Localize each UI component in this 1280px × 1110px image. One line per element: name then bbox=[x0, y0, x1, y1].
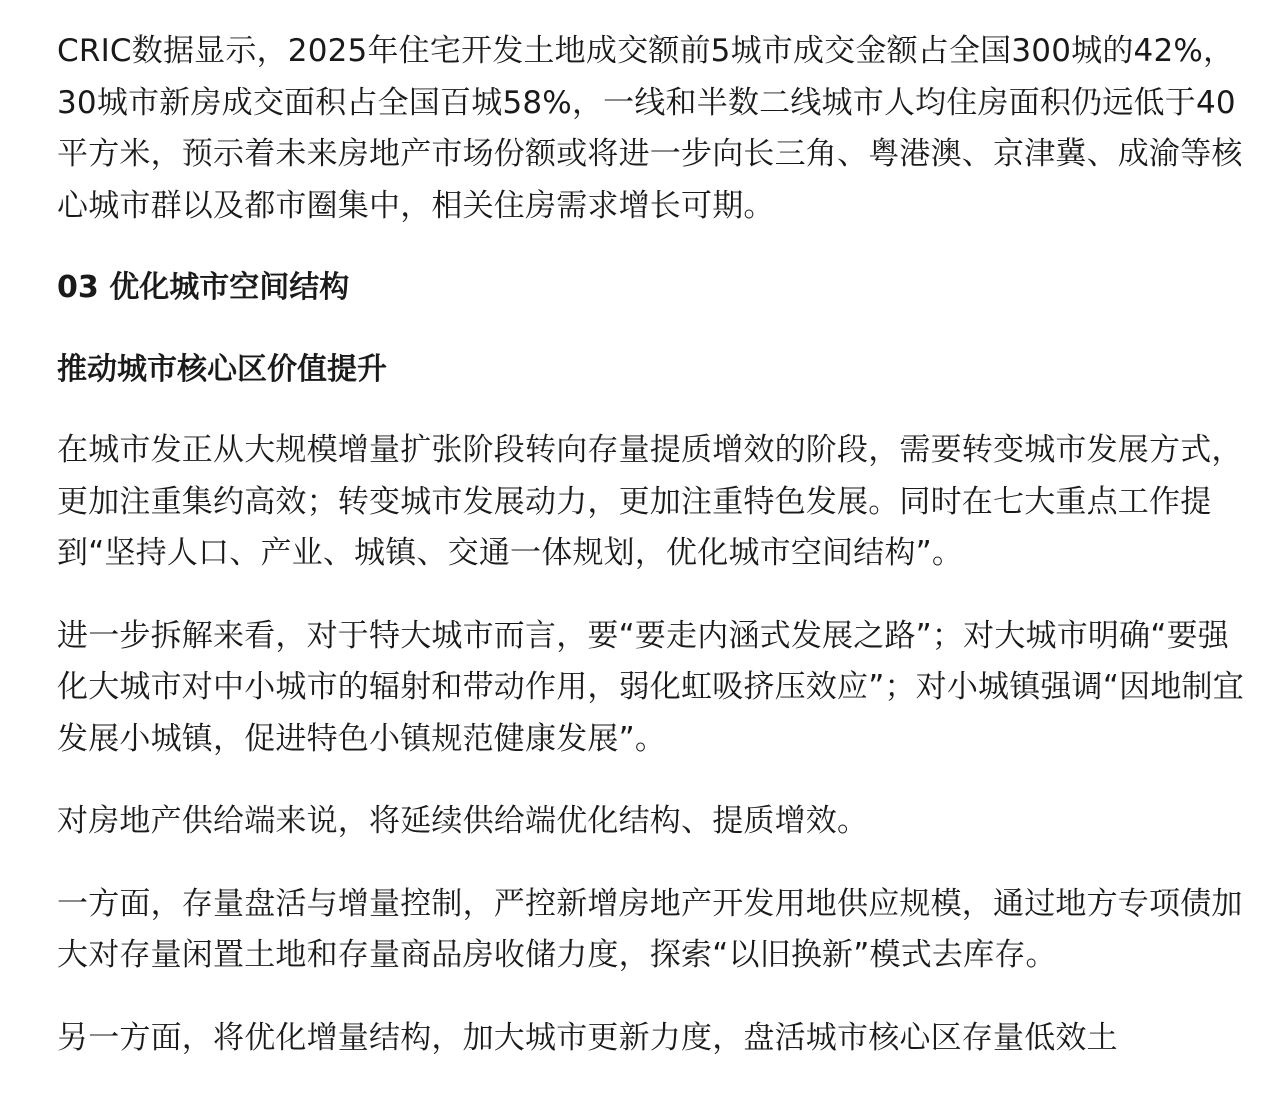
paragraph-stock-control: 一方面，存量盘活与增量控制，严控新增房地产开发用地供应规模，通过地方专项债加大对存量闲置土地和存量商品房收储力度，探索“以旧换新”模式去库存。 bbox=[57, 885, 1243, 973]
paragraph-urban-renewal: 另一方面，将优化增量结构，加大城市更新力度，盘活城市核心区存量低效土 bbox=[57, 1019, 1118, 1056]
article-body bbox=[57, 26, 1252, 1095]
section-heading: 03 优化城市空间结构 bbox=[57, 270, 350, 305]
subsection-heading: 推动城市核心区价值提升 bbox=[57, 351, 387, 387]
paragraph-urban-transition: 在城市发正从大规模增量扩张阶段转向存量提质增效的阶段，需要转变城市发展方式，更加注重集约高效；转变城市发展动力，更加注重特色发展。同时在七大重点工作提到“坚持人口、产业、城镇、交通一体规划，优化城市空间结构”。 bbox=[57, 432, 1243, 571]
paragraph-cric-data: CRIC数据显示，2025年住宅开发土地成交额前5城市成交金额占全国300城的42%，30城市新房成交面积占全国百城58%，一线和半数二线城市人均住房面积仍远低于40平方米，预示着未来房地产市场份额或将进一步向长三角、粤港澳、京津冀、成渝等核心城市群以及都市圈集中，相关住房需求增长可期。 bbox=[57, 33, 1243, 224]
paragraph-supply-side: 对房地产供给端来说，将延续供给端优化结构、提质增效。 bbox=[57, 803, 869, 839]
paragraph-city-tiers: 进一步拆解来看，对于特大城市而言，要“要走内涵式发展之路”；对大城市明确“要强化大城市对中小城市的辐射和带动作用，弱化虹吸挤压效应”；对小城镇强调“因地制宜发展小城镇，促进特色小镇规范健康发展”。 bbox=[57, 617, 1244, 757]
